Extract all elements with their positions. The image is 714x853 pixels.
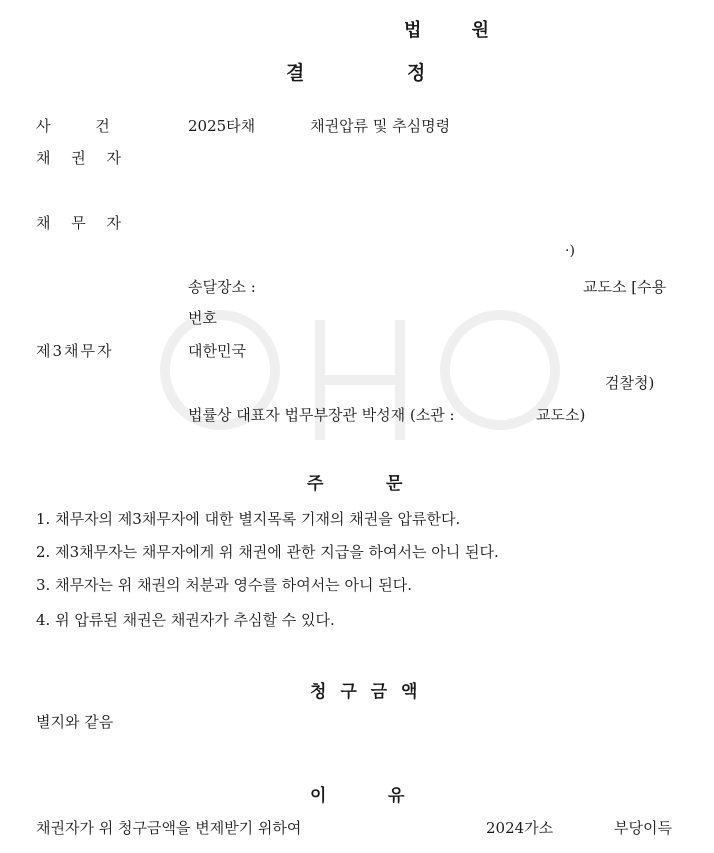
reason-heading-right: 유 xyxy=(388,786,405,806)
debtor-label: 채 무 자 xyxy=(36,214,122,232)
order-heading-right: 문 xyxy=(386,474,403,494)
document-title-right: 정 xyxy=(407,62,426,84)
reason-case-ref: 2024가소 xyxy=(486,819,554,837)
prosecutor-office: 검찰청) xyxy=(605,374,655,392)
delivery-prison: 교도소 [수용 xyxy=(583,278,667,296)
delivery-number: 번호 xyxy=(188,309,217,327)
third-debtor-name: 대한민국 xyxy=(188,342,246,360)
reason-case-type: 부당이득 xyxy=(614,819,672,837)
order-heading-left: 주 xyxy=(307,474,324,494)
claim-text: 별지와 같음 xyxy=(36,713,114,731)
reason-heading-left: 이 xyxy=(310,786,327,806)
third-debtor-label: 제3채무자 xyxy=(36,342,114,360)
order-item: 3. 채무자는 위 채권의 처분과 영수를 하여서는 아니 된다. xyxy=(36,576,413,594)
representative-prison: 교도소) xyxy=(536,406,586,424)
claim-heading: 청 구 금 액 xyxy=(310,682,422,702)
delivery-label: 송달장소 : xyxy=(188,278,256,296)
reason-text: 채권자가 위 청구금액을 변제받기 위하여 xyxy=(36,819,302,837)
creditor-label: 채 권 자 xyxy=(36,149,122,167)
debtor-mark: ·) xyxy=(565,243,575,259)
case-label: 사 건 xyxy=(36,117,110,135)
order-item: 2. 제3채무자는 채무자에게 위 채권에 관한 지급을 하여서는 아니 된다. xyxy=(36,543,499,561)
case-number xyxy=(188,115,450,136)
case-title: 채권압류 및 추심명령 xyxy=(310,117,451,135)
court-name: 법 원 xyxy=(404,20,512,41)
order-item: 4. 위 압류된 채권은 채권자가 추심할 수 있다. xyxy=(36,611,335,629)
representative: 법률상 대표자 법무부장관 박성재 (소관 : xyxy=(188,406,455,424)
case-number-text: 2025타채 xyxy=(188,117,256,135)
document-title-left: 결 xyxy=(286,62,305,84)
order-item: 1. 채무자의 제3채무자에 대한 별지목록 기재의 채권을 압류한다. xyxy=(36,510,461,528)
